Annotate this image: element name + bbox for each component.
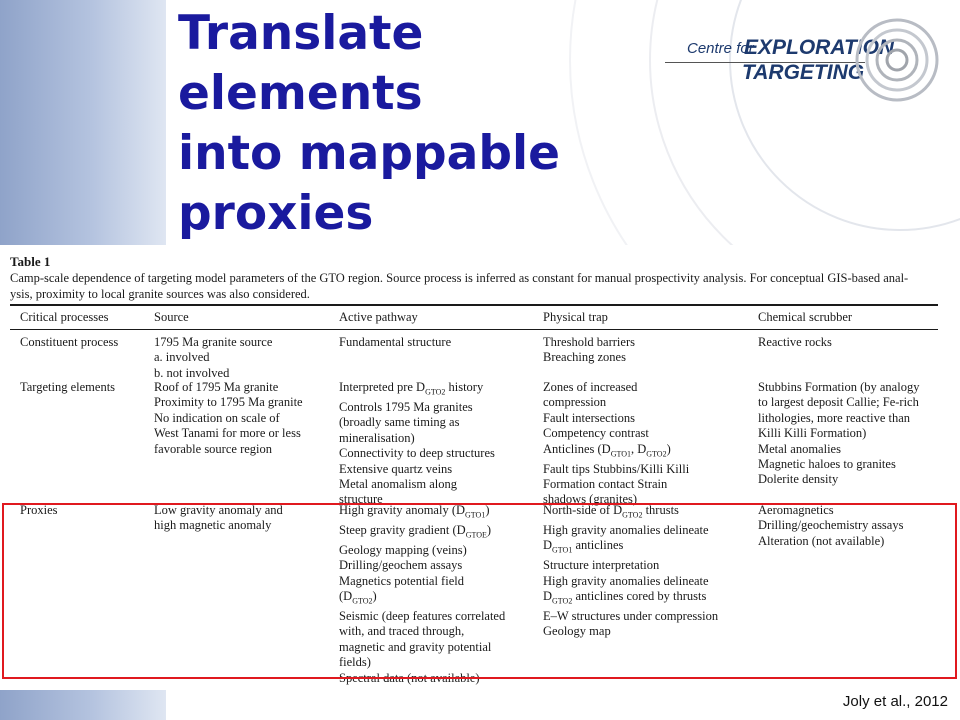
row-proxies-scrubber: Aeromagnetics Drilling/geochemistry assays Alteration (not available)	[758, 503, 904, 548]
header-critical-processes: Critical processes	[20, 310, 109, 324]
table-caption	[10, 270, 940, 302]
row-targeting-scrubber: Stubbins Formation (by analogy to largest deposit Callie; Fe-rich lithologies, more reactive than Killi Killi Formation) Metal anomalies Magnetic haloes to granites Dolerite density	[758, 380, 920, 487]
table-header-rule	[10, 329, 938, 330]
logo-exploration: EXPLORATION	[744, 36, 895, 59]
row-targeting-trap: Zones of increased compression Fault intersections Competency contrast Anticlines ($D_{GTO1}$, $D_{GTO2}$) Fault tips Stubbins/Killi Killi Formation contact Strain shadows (granites)	[543, 380, 690, 507]
row-proxies-source: Low gravity anomaly and high magnetic anomaly	[154, 503, 283, 533]
logo-targeting: TARGETING	[742, 61, 865, 84]
table-caption-text: Camp-scale dependence of targeting model parameters of the GTO region. Source process is inferred as constant for manual prospectivity analysis. For conceptual GIS-based anal- ysis, proximity to local granite sources was also considered.	[10, 271, 909, 301]
row-targeting-source: Roof of 1795 Ma granite Proximity to 1795 Ma granite No indication on scale of West Tanami for more or less favorable source region	[154, 380, 303, 456]
left-decorative-bar-bottom	[0, 690, 166, 720]
centre-for-exploration-targeting-logo	[665, 18, 960, 108]
title-line-1: Translate elements	[178, 6, 424, 121]
row-constituent-trap: Threshold barriers Breaching zones	[543, 335, 635, 365]
row-constituent-pathway: Fundamental structure	[339, 335, 452, 349]
header-physical-trap: Physical trap	[543, 310, 608, 324]
row-proxies-critical: Proxies	[20, 503, 58, 517]
table-label: Table 1	[10, 254, 51, 269]
header-source: Source	[154, 310, 189, 324]
row-constituent-scrubber: Reactive rocks	[758, 335, 832, 349]
header-active-pathway: Active pathway	[339, 310, 418, 324]
header-chemical-scrubber: Chemical scrubber	[758, 310, 853, 324]
row-targeting-pathway: Interpreted pre $D_{GTO2}$ history Controls 1795 Ma granites (broadly same timing as mineralisation) Connectivity to deep structures Extensive quartz veins Metal anomalism along structure	[339, 380, 495, 507]
title-line-3: proxies	[178, 186, 374, 241]
logo-centre-for: Centre for	[687, 40, 754, 57]
row-constituent-critical: Constituent process	[20, 335, 119, 349]
table-top-rule	[10, 304, 938, 306]
row-constituent-source: 1795 Ma granite source a. involved b. not involved	[154, 335, 273, 380]
row-targeting-critical: Targeting elements	[20, 380, 116, 394]
slide-title	[178, 4, 678, 244]
proxies-highlight-box	[2, 503, 957, 679]
title-line-2: into mappable	[178, 126, 561, 181]
citation: Joly et al., 2012	[842, 693, 948, 710]
row-proxies-trap: North-side of $D_{GTO2}$ thrusts High gravity anomalies delineate $D_{GTO1}$ anticlines Structure interpretation High gravity anomalies delineate $D_{GTO2}$ anticlines cored by thrusts E–W structures under compression Geology map	[543, 503, 719, 639]
concentric-rings-icon	[853, 18, 953, 108]
row-proxies-pathway: High gravity anomaly $(D_{GTO1})$ Steep gravity gradient $(D_{GTOE})$ Geology mapping (veins) Drilling/geochem assays Magnetics potential field $(D_{GTO2})$ Seismic (deep features correlated with, and traced through, magnetic and gravity potential fields) Spectral data (not available)	[339, 503, 506, 685]
